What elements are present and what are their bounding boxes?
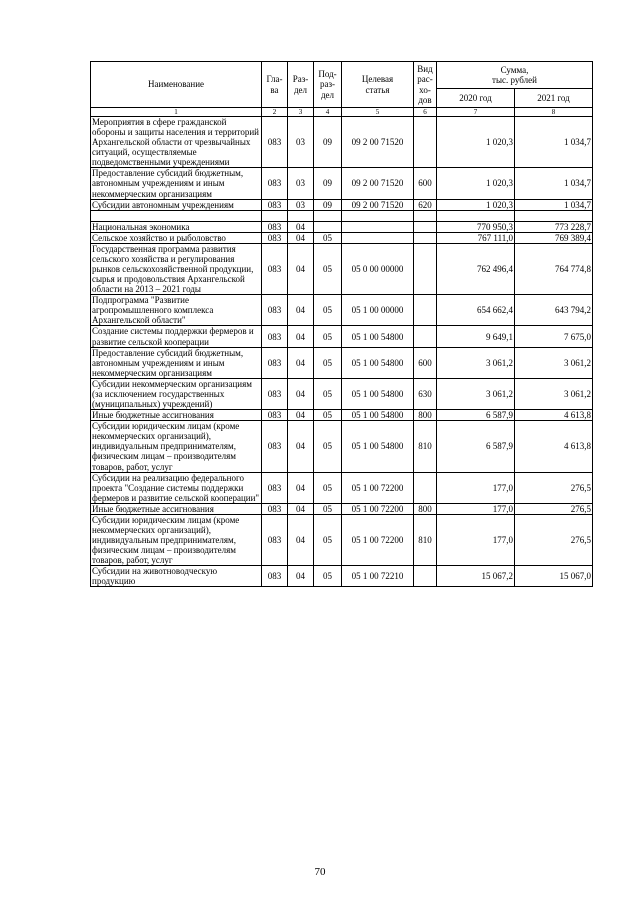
- row-section: 03: [288, 117, 314, 168]
- row-expense-type: [414, 232, 437, 243]
- table-row: [91, 295, 593, 326]
- row-name: Иные бюджетные ассигнования: [91, 410, 262, 421]
- row-amount-2020: 1 020,3: [437, 117, 515, 168]
- row-amount-2021: 769 389,4: [515, 232, 593, 243]
- row-amount-2020: 6 587,9: [437, 421, 515, 472]
- column-index: 2: [262, 108, 288, 117]
- row-section: 04: [288, 378, 314, 409]
- row-section: 04: [288, 472, 314, 503]
- row-subsection: 05: [314, 232, 342, 243]
- column-index: 3: [288, 108, 314, 117]
- row-target: 05 1 00 54800: [342, 421, 414, 472]
- row-subsection: 09: [314, 199, 342, 210]
- row-subsection: 05: [314, 514, 342, 565]
- row-amount-2020: 177,0: [437, 503, 515, 514]
- table-row: [91, 566, 593, 587]
- row-chapter: 083: [262, 117, 288, 168]
- row-chapter: 083: [262, 514, 288, 565]
- row-target: 05 1 00 54800: [342, 326, 414, 347]
- row-section: 03: [288, 168, 314, 199]
- row-section: 04: [288, 410, 314, 421]
- row-amount-2021: 276,5: [515, 503, 593, 514]
- column-index: 4: [314, 108, 342, 117]
- header-name: Наименование: [91, 62, 262, 108]
- row-expense-type: [414, 326, 437, 347]
- row-target: [342, 210, 414, 221]
- row-name: Субсидии юридическим лицам (кроме некоммерческих организаций), индивидуальным предпринимателям, физическим лицам – производителям товаров, работ, услуг: [91, 421, 262, 472]
- row-target: 05 1 00 54800: [342, 347, 414, 378]
- page-number: 70: [314, 866, 326, 878]
- row-amount-2020: 6 587,9: [437, 410, 515, 421]
- row-amount-2021: 276,5: [515, 514, 593, 565]
- table-row: [91, 472, 593, 503]
- row-subsection: 09: [314, 117, 342, 168]
- row-amount-2020: 177,0: [437, 514, 515, 565]
- row-name: Государственная программа развития сельского хозяйства и регулирования рынков сельскохозяйственной продукции, сырья и продовольствия Архангельской области на 2013 – 2021 годы: [91, 243, 262, 294]
- table-row: [91, 347, 593, 378]
- row-chapter: 083: [262, 566, 288, 587]
- row-name: Субсидии некоммерческим организациям (за исключением государственных (муниципальных) учреждений): [91, 378, 262, 409]
- table-row: [91, 199, 593, 210]
- row-expense-type: [414, 243, 437, 294]
- row-expense-type: [414, 566, 437, 587]
- row-expense-type: 800: [414, 410, 437, 421]
- row-target: 05 1 00 72200: [342, 514, 414, 565]
- table-row: [91, 410, 593, 421]
- row-subsection: 05: [314, 378, 342, 409]
- row-amount-2020: 767 111,0: [437, 232, 515, 243]
- row-chapter: 083: [262, 421, 288, 472]
- row-subsection: 05: [314, 566, 342, 587]
- row-section: 03: [288, 199, 314, 210]
- row-amount-2021: [515, 210, 593, 221]
- row-section: 04: [288, 221, 314, 232]
- header-target: Целевая статья: [342, 62, 414, 108]
- row-name: Иные бюджетные ассигнования: [91, 503, 262, 514]
- row-name: Предоставление субсидий бюджетным, автономным учреждениям и иным некоммерческим организациям: [91, 168, 262, 199]
- row-chapter: 083: [262, 347, 288, 378]
- row-name: Субсидии на реализацию федерального проекта "Создание системы поддержки фермеров и развитие сельской кооперации": [91, 472, 262, 503]
- row-name: Национальная экономика: [91, 221, 262, 232]
- row-subsection: 05: [314, 503, 342, 514]
- row-expense-type: [414, 210, 437, 221]
- row-chapter: 083: [262, 221, 288, 232]
- header-section: Раз- дел: [288, 62, 314, 108]
- row-target: 05 1 00 54800: [342, 410, 414, 421]
- row-target: 05 0 00 00000: [342, 243, 414, 294]
- row-name: Предоставление субсидий бюджетным, автономным учреждениям и иным некоммерческим организациям: [91, 347, 262, 378]
- table-row: [91, 503, 593, 514]
- row-chapter: 083: [262, 472, 288, 503]
- row-target: 05 1 00 72200: [342, 503, 414, 514]
- row-amount-2021: 276,5: [515, 472, 593, 503]
- row-amount-2020: 3 061,2: [437, 378, 515, 409]
- row-expense-type: 630: [414, 378, 437, 409]
- row-subsection: [314, 221, 342, 232]
- row-amount-2020: [437, 210, 515, 221]
- row-amount-2021: 1 034,7: [515, 168, 593, 199]
- row-expense-type: [414, 295, 437, 326]
- row-section: 04: [288, 421, 314, 472]
- row-chapter: 083: [262, 295, 288, 326]
- table-row: [91, 117, 593, 168]
- row-expense-type: [414, 221, 437, 232]
- row-expense-type: 600: [414, 347, 437, 378]
- row-amount-2021: 764 774,8: [515, 243, 593, 294]
- row-target: 05 1 00 72210: [342, 566, 414, 587]
- header-subsection: Под- раз- дел: [314, 62, 342, 108]
- row-target: 05 1 00 72200: [342, 472, 414, 503]
- row-chapter: 083: [262, 232, 288, 243]
- row-amount-2021: 4 613,8: [515, 421, 593, 472]
- row-name: Сельское хозяйство и рыболовство: [91, 232, 262, 243]
- row-subsection: 05: [314, 472, 342, 503]
- row-section: 04: [288, 503, 314, 514]
- row-chapter: 083: [262, 326, 288, 347]
- table-row: [91, 421, 593, 472]
- row-name: Создание системы поддержки фермеров и развитие сельской кооперации: [91, 326, 262, 347]
- row-amount-2020: 3 061,2: [437, 347, 515, 378]
- row-amount-2021: 3 061,2: [515, 347, 593, 378]
- row-subsection: 05: [314, 243, 342, 294]
- row-expense-type: 620: [414, 199, 437, 210]
- row-section: 04: [288, 232, 314, 243]
- row-chapter: 083: [262, 503, 288, 514]
- row-subsection: 05: [314, 295, 342, 326]
- row-amount-2020: 1 020,3: [437, 168, 515, 199]
- row-name: Субсидии юридическим лицам (кроме некоммерческих организаций), индивидуальным предпринимателям, физическим лицам – производителям товаров, работ, услуг: [91, 514, 262, 565]
- table-row: [91, 378, 593, 409]
- row-target: 09 2 00 71520: [342, 117, 414, 168]
- row-subsection: 05: [314, 421, 342, 472]
- row-amount-2021: 15 067,0: [515, 566, 593, 587]
- row-expense-type: 810: [414, 514, 437, 565]
- row-target: 09 2 00 71520: [342, 199, 414, 210]
- row-chapter: 083: [262, 378, 288, 409]
- row-section: 04: [288, 295, 314, 326]
- row-amount-2021: 1 034,7: [515, 199, 593, 210]
- row-subsection: 05: [314, 326, 342, 347]
- column-index: 5: [342, 108, 414, 117]
- row-name: [91, 210, 262, 221]
- row-amount-2020: 770 950,3: [437, 221, 515, 232]
- row-name: Субсидии на животноводческую продукцию: [91, 566, 262, 587]
- row-amount-2021: 3 061,2: [515, 378, 593, 409]
- row-chapter: 083: [262, 243, 288, 294]
- row-subsection: [314, 210, 342, 221]
- row-amount-2021: 7 675,0: [515, 326, 593, 347]
- table-row: [91, 514, 593, 565]
- row-subsection: 05: [314, 347, 342, 378]
- row-amount-2021: 1 034,7: [515, 117, 593, 168]
- row-amount-2020: 1 020,3: [437, 199, 515, 210]
- header-2020: 2020 год: [437, 89, 515, 108]
- column-index-row: [91, 108, 593, 117]
- column-index: 8: [515, 108, 593, 117]
- row-amount-2020: 654 662,4: [437, 295, 515, 326]
- row-amount-2020: 9 649,1: [437, 326, 515, 347]
- row-section: 04: [288, 326, 314, 347]
- table-row: [91, 232, 593, 243]
- row-subsection: 09: [314, 168, 342, 199]
- row-amount-2021: 773 228,7: [515, 221, 593, 232]
- table-row: [91, 168, 593, 199]
- row-amount-2021: 4 613,8: [515, 410, 593, 421]
- row-expense-type: 800: [414, 503, 437, 514]
- row-section: 04: [288, 243, 314, 294]
- row-expense-type: [414, 472, 437, 503]
- row-expense-type: [414, 117, 437, 168]
- row-section: 04: [288, 347, 314, 378]
- row-name: Субсидии автономным учреждениям: [91, 199, 262, 210]
- row-chapter: 083: [262, 168, 288, 199]
- row-target: 05 1 00 00000: [342, 295, 414, 326]
- row-target: 05 1 00 54800: [342, 378, 414, 409]
- budget-table: [90, 61, 593, 587]
- table-row: [91, 243, 593, 294]
- header-2021: 2021 год: [515, 89, 593, 108]
- row-expense-type: 600: [414, 168, 437, 199]
- column-index: 6: [414, 108, 437, 117]
- row-subsection: 05: [314, 410, 342, 421]
- column-index: 1: [91, 108, 262, 117]
- row-section: [288, 210, 314, 221]
- table-row: [91, 221, 593, 232]
- row-section: 04: [288, 514, 314, 565]
- row-target: 09 2 00 71520: [342, 168, 414, 199]
- header-sum: Сумма, тыс. рублей: [437, 62, 593, 89]
- row-chapter: 083: [262, 199, 288, 210]
- row-amount-2020: 762 496,4: [437, 243, 515, 294]
- row-expense-type: 810: [414, 421, 437, 472]
- row-name: Мероприятия в сфере гражданской обороны и защиты населения и территорий Архангельской области от чрезвычайных ситуаций, осуществляемые подведомственными учреждениями: [91, 117, 262, 168]
- row-amount-2020: 177,0: [437, 472, 515, 503]
- row-amount-2021: 643 794,2: [515, 295, 593, 326]
- row-target: [342, 232, 414, 243]
- row-amount-2020: 15 067,2: [437, 566, 515, 587]
- header-type: Вид рас- хо- дов: [414, 62, 437, 108]
- row-chapter: 083: [262, 410, 288, 421]
- table-row: [91, 326, 593, 347]
- blank-row: [91, 210, 593, 221]
- row-target: [342, 221, 414, 232]
- row-name: Подпрограмма "Развитие агропромышленного комплекса Архангельской области": [91, 295, 262, 326]
- row-chapter: [262, 210, 288, 221]
- header-chapter: Гла- ва: [262, 62, 288, 108]
- row-section: 04: [288, 566, 314, 587]
- column-index: 7: [437, 108, 515, 117]
